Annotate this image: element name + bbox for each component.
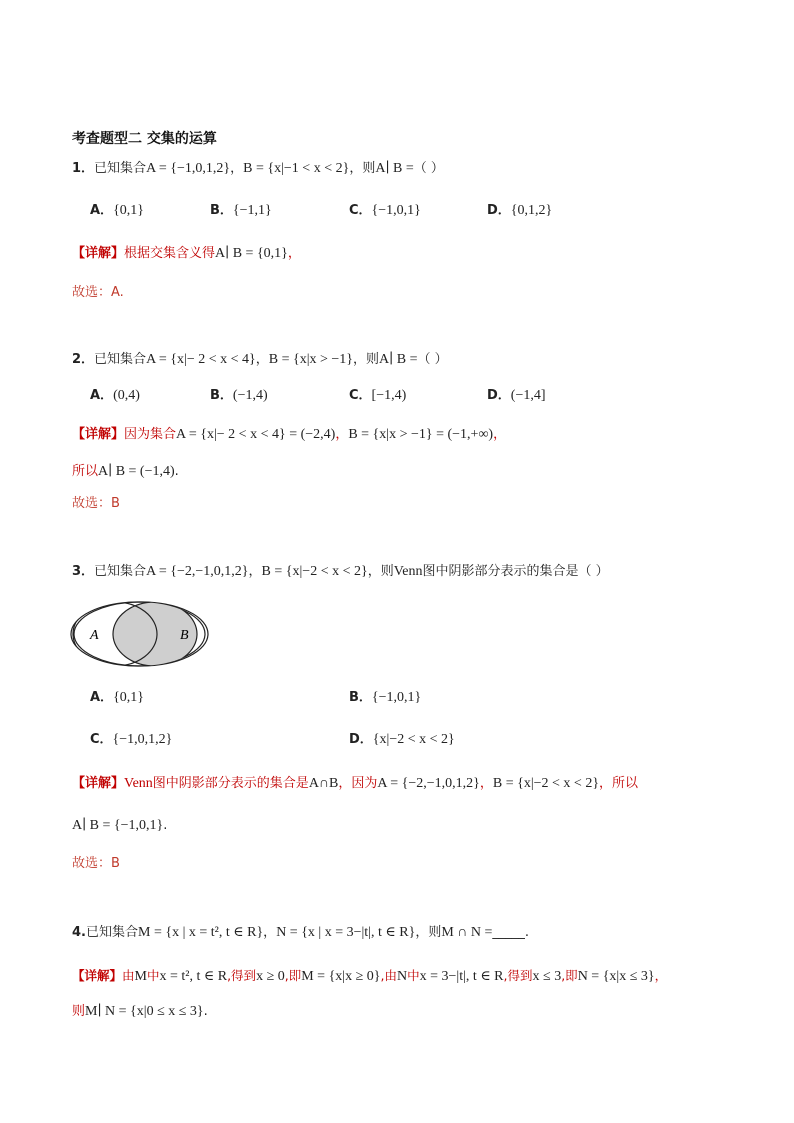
- question-3-text: 已知集合: [94, 564, 147, 579]
- question-3-detail: [72, 775, 638, 793]
- question-4-text-then: ，则: [415, 925, 442, 940]
- question-4-number: 4.: [72, 925, 86, 940]
- detail-text-c: ，所以: [599, 776, 639, 791]
- question-2-answer: [72, 495, 120, 513]
- question-2-option-c[interactable]: [349, 387, 406, 405]
- question-2-number: 2．: [72, 352, 95, 367]
- detail-math-a: A∩B: [308, 776, 339, 791]
- question-2-text: 已知集合: [94, 352, 147, 367]
- question-3-set-b: B = {x|−2 < x < 2}: [261, 564, 368, 579]
- detail-tag: 【详解】: [72, 968, 123, 983]
- detail-math: x = 3−|t|, t ∈ R: [419, 969, 504, 984]
- option-value: {−1,1}: [232, 203, 272, 218]
- question-4-set-n: N = {x | x = 3−|t|, t ∈ R}: [276, 925, 416, 940]
- venn-diagram: [70, 600, 210, 668]
- detail-math: M∣ N = {x|0 ≤ x ≤ 3}: [85, 1004, 204, 1019]
- detail-math: x = t², t ∈ R: [159, 969, 228, 984]
- question-2-detail-line2: [72, 463, 179, 481]
- detail-math-b: A = {−2,−1,0,1,2}: [377, 776, 480, 791]
- question-3-option-a[interactable]: [90, 689, 144, 707]
- question-1-expr: A∣ B =: [375, 161, 414, 176]
- option-value: [−1,4): [371, 388, 407, 403]
- question-1-option-c[interactable]: [349, 202, 421, 220]
- question-3-text-then: ，则: [367, 564, 394, 579]
- question-3-set-a: A = {−2,−1,0,1,2}: [146, 564, 249, 579]
- option-label: B．: [349, 690, 372, 705]
- question-1-number: 1．: [72, 161, 95, 176]
- option-value: (−1,4]: [510, 388, 546, 403]
- detail-end: ，: [493, 427, 507, 442]
- detail-text: 由: [122, 968, 135, 983]
- detail-math-a: A = {x|− 2 < x < 4} = (−2,4): [176, 427, 336, 442]
- detail-end: ，: [287, 246, 301, 261]
- detail-text: ,即: [561, 968, 578, 983]
- detail-end: .: [174, 464, 179, 479]
- option-value: {x|−2 < x < 2}: [372, 732, 455, 747]
- question-3-option-c[interactable]: [90, 731, 172, 749]
- question-4-detail-line2: [72, 1003, 208, 1021]
- option-label: A．: [90, 388, 114, 403]
- detail-math-c: B = {x|−2 < x < 2}: [492, 776, 600, 791]
- detail-venn-word: Venn: [124, 776, 153, 791]
- detail-end: .: [163, 818, 168, 833]
- question-4-stem: [72, 924, 529, 942]
- question-1-set-a: A = {−1,0,1,2}: [146, 161, 231, 176]
- detail-tag: 【详解】: [72, 776, 125, 791]
- question-2-set-a: A = {x|− 2 < x < 4}: [146, 352, 256, 367]
- detail-sep: ，: [479, 776, 493, 791]
- question-3-venn-word: Venn: [393, 564, 423, 579]
- question-2-detail: [72, 426, 506, 444]
- question-1-sep: ，: [230, 161, 244, 176]
- answer-text: 故选：B: [72, 496, 120, 511]
- question-2-option-d[interactable]: [487, 387, 546, 405]
- option-value: {−1,0,1}: [371, 203, 421, 218]
- option-label: C．: [349, 388, 372, 403]
- question-3-stem: [72, 563, 609, 581]
- option-value: {−1,0,1,2}: [112, 732, 173, 747]
- question-4-sep: ，: [263, 925, 277, 940]
- question-2-text-then: ，则: [353, 352, 380, 367]
- question-2-sep: ，: [255, 352, 269, 367]
- detail-math: A∣ B = {0,1}: [215, 246, 288, 261]
- detail-end: .: [203, 1004, 208, 1019]
- question-2-stem: [72, 351, 448, 369]
- question-3-option-d[interactable]: [349, 731, 455, 749]
- detail-sep: ，: [335, 427, 349, 442]
- detail-text: ,得到: [227, 968, 257, 983]
- detail-math: M = {x|x ≥ 0}: [301, 969, 381, 984]
- option-value: {0,1}: [113, 690, 145, 705]
- question-2-expr: A∣ B =: [379, 352, 418, 367]
- question-1-option-a[interactable]: [90, 202, 144, 220]
- question-1-text-then: ，则: [349, 161, 376, 176]
- venn-label-b: B: [180, 628, 189, 643]
- detail-math: N = {x|x ≤ 3}: [577, 969, 655, 984]
- detail-math-b: B = {x|x > −1} = (−1,+∞): [348, 427, 494, 442]
- detail-tag: 【详解】: [72, 246, 125, 261]
- question-4-text: 已知集合: [85, 925, 138, 940]
- detail-text: 因为集合: [124, 427, 177, 442]
- question-3-sep: ，: [248, 564, 262, 579]
- question-1-text: 已知集合: [94, 161, 147, 176]
- question-1-blank: （ ）: [413, 161, 444, 176]
- question-2-set-b: B = {x|x > −1}: [268, 352, 354, 367]
- question-1-detail: [72, 245, 301, 263]
- question-1-set-b: B = {x|−1 < x < 2}: [243, 161, 350, 176]
- detail-text: ,即: [284, 968, 302, 983]
- option-label: A．: [90, 203, 114, 218]
- detail-text-b: ，因为: [338, 776, 378, 791]
- question-3-text-b: 图中阴影部分表示的集合是（ ）: [422, 564, 609, 579]
- detail-text: 中: [407, 968, 420, 983]
- detail-text: 根据交集含义得: [124, 246, 216, 261]
- option-value: (0,4): [113, 388, 140, 403]
- option-label: D．: [487, 388, 511, 403]
- detail-math: x ≥ 0: [256, 969, 285, 984]
- detail-math: x ≤ 3: [532, 969, 562, 984]
- question-3-option-b[interactable]: [349, 689, 421, 707]
- option-label: B．: [210, 388, 233, 403]
- question-4-end: .: [524, 925, 530, 940]
- detail-text: ,得到: [503, 968, 533, 983]
- section-title: 考查题型二 交集的运算: [72, 131, 217, 147]
- option-value: {0,1,2}: [510, 203, 553, 218]
- option-label: A．: [90, 690, 114, 705]
- detail-math: A∣ B = (−1,4): [98, 464, 175, 479]
- question-1-option-b[interactable]: [210, 202, 272, 220]
- question-1-option-d[interactable]: [487, 202, 552, 220]
- detail-math: M: [134, 969, 147, 984]
- answer-text: 故选：B: [72, 856, 120, 871]
- detail-text: 则: [72, 1004, 86, 1019]
- question-2-option-a[interactable]: [90, 387, 140, 405]
- option-value: {−1,0,1}: [371, 690, 422, 705]
- option-value: (−1,4): [232, 388, 268, 403]
- question-2-option-b[interactable]: [210, 387, 268, 405]
- detail-text: 所以: [72, 464, 99, 479]
- detail-text: 中: [146, 968, 160, 983]
- question-2-blank: （ ）: [417, 352, 448, 367]
- detail-text: ，: [654, 968, 668, 983]
- detail-text: 图中阴影部分表示的集合是: [152, 776, 309, 791]
- question-1-answer: 故选：A.: [72, 285, 124, 300]
- option-value: {0,1}: [113, 203, 145, 218]
- question-4-set-m: M = {x | x = t², t ∈ R}: [138, 925, 264, 940]
- question-1-stem: [72, 160, 444, 178]
- option-label: C．: [90, 732, 113, 747]
- option-label: C．: [349, 203, 372, 218]
- option-label: D．: [349, 732, 373, 747]
- detail-math: N: [397, 969, 408, 984]
- detail-math: A∣ B = {−1,0,1}: [72, 818, 164, 833]
- question-3-number: 3．: [72, 564, 95, 579]
- option-label: B．: [210, 203, 233, 218]
- question-3-answer: [72, 855, 120, 873]
- option-label: D．: [487, 203, 511, 218]
- venn-label-a: A: [90, 628, 99, 643]
- detail-text: ,由: [380, 968, 397, 983]
- question-4-detail: [72, 967, 667, 986]
- question-3-detail-line2: [72, 817, 167, 835]
- question-4-expr: M ∩ N =: [441, 925, 493, 940]
- detail-tag: 【详解】: [72, 427, 125, 442]
- question-4-blank[interactable]: _____: [492, 925, 525, 940]
